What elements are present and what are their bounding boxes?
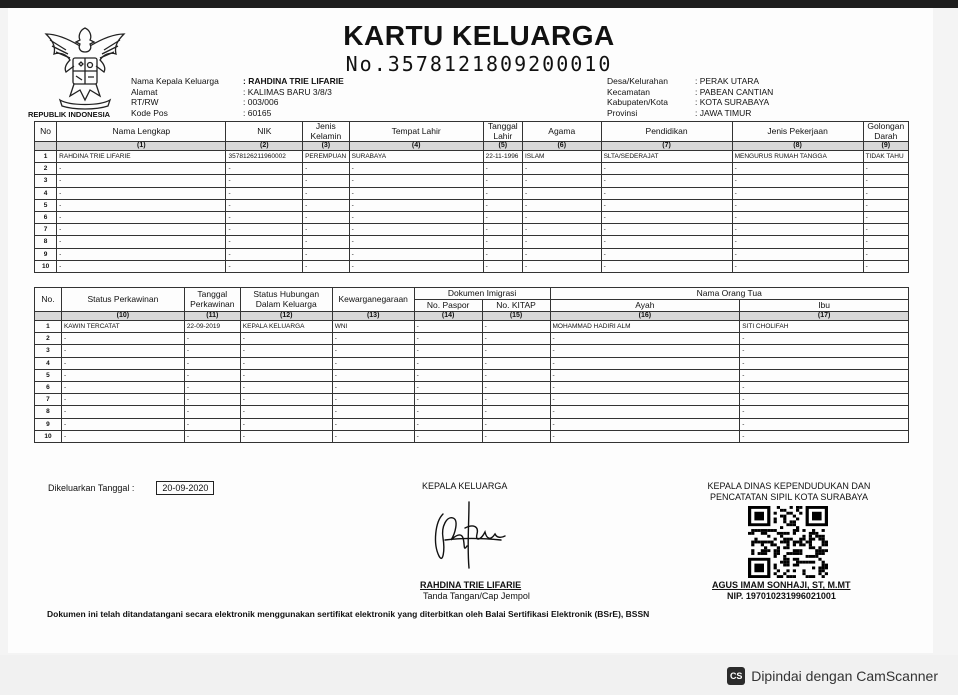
kepala-keluarga-name: RAHDINA TRIE LIFARIE — [420, 580, 522, 590]
col-number: (7) — [601, 142, 732, 151]
info-value: : PABEAN CANTIAN — [695, 86, 774, 97]
table-cell: KEPALA KELUARGA — [240, 321, 332, 333]
table-cell: - — [740, 369, 909, 381]
scanner-footer — [0, 655, 958, 695]
col-header: Nama Lengkap — [57, 122, 226, 142]
table-cell: - — [414, 418, 482, 430]
table-cell: - — [483, 260, 522, 272]
col-header: Golongan Darah — [863, 122, 908, 142]
col-number: (5) — [483, 142, 522, 151]
table-cell: - — [226, 211, 303, 223]
table-row — [35, 381, 909, 393]
table-cell: MOHAMMAD HADIRI ALM — [550, 321, 740, 333]
row-number: 4 — [35, 187, 57, 199]
table-cell: - — [303, 187, 350, 199]
table-cell: - — [57, 163, 226, 175]
table-cell: - — [522, 175, 601, 187]
info-label: Provinsi — [607, 107, 638, 118]
table-cell: - — [483, 199, 522, 211]
table-cell: - — [482, 369, 550, 381]
document-title: KARTU KELUARGA — [343, 20, 615, 51]
col-number: (2) — [226, 142, 303, 151]
table-cell: - — [240, 369, 332, 381]
table-cell: 22-09-2019 — [184, 321, 240, 333]
table-row — [35, 236, 909, 248]
table-cell: - — [601, 199, 732, 211]
info-label: Kecamatan — [607, 86, 650, 97]
table-cell: - — [332, 418, 414, 430]
document-number: No.3578121809200010 — [345, 52, 613, 76]
table-cell: - — [240, 406, 332, 418]
table-cell: - — [332, 369, 414, 381]
table-cell: - — [483, 236, 522, 248]
table-cell: - — [226, 163, 303, 175]
col-header: No. Paspor — [414, 300, 482, 312]
table-cell: - — [732, 211, 863, 223]
table-cell: - — [61, 418, 184, 430]
col-number: (3) — [303, 142, 350, 151]
table-cell: - — [349, 199, 483, 211]
table-cell: - — [240, 345, 332, 357]
table-cell: - — [61, 381, 184, 393]
row-number: 8 — [35, 406, 62, 418]
family-members-table — [34, 121, 909, 273]
info-value: : KOTA SURABAYA — [695, 97, 770, 107]
table-cell: - — [414, 321, 482, 333]
col-header: Tempat Lahir — [349, 122, 483, 142]
table-cell: - — [57, 260, 226, 272]
table-row — [35, 260, 909, 272]
table-cell: TIDAK TAHU — [863, 151, 908, 163]
table-cell: - — [483, 163, 522, 175]
table-cell: - — [61, 394, 184, 406]
table-cell: - — [414, 406, 482, 418]
table-cell: - — [57, 236, 226, 248]
col-header: Jenis Kelamin — [303, 122, 350, 142]
info-value: : 60165 — [243, 107, 272, 118]
col-header: Dokumen Imigrasi — [414, 288, 550, 300]
table-cell: SLTA/SEDERAJAT — [601, 151, 732, 163]
emblem-label: REPUBLIK INDONESIA — [28, 110, 111, 119]
table-cell: - — [482, 406, 550, 418]
col-header: Nama Orang Tua — [550, 288, 909, 300]
table-cell: - — [303, 248, 350, 260]
row-number: 7 — [35, 394, 62, 406]
table-cell: - — [303, 236, 350, 248]
table-cell: - — [550, 345, 740, 357]
table-cell: - — [184, 357, 240, 369]
camscanner-label: Dipindai dengan CamScanner — [751, 668, 938, 684]
table-cell: - — [184, 381, 240, 393]
table-cell: - — [332, 394, 414, 406]
table-cell: - — [483, 248, 522, 260]
col-number — [35, 312, 62, 321]
table-cell: - — [226, 187, 303, 199]
table-cell: - — [61, 406, 184, 418]
table-cell: - — [61, 357, 184, 369]
table-cell: - — [61, 333, 184, 345]
row-number: 2 — [35, 333, 62, 345]
table-row — [35, 321, 909, 333]
table-cell: - — [184, 333, 240, 345]
table-cell: - — [414, 381, 482, 393]
table-cell: - — [601, 211, 732, 223]
table-cell: - — [240, 430, 332, 442]
col-header: No. KITAP — [482, 300, 550, 312]
table-cell: 3578126211960002 — [226, 151, 303, 163]
dinas-official-nip: NIP. 197010231996021001 — [727, 591, 836, 601]
table-cell: - — [226, 248, 303, 260]
col-number: (11) — [184, 312, 240, 321]
table-cell: - — [601, 260, 732, 272]
table-row — [35, 369, 909, 381]
col-header: No. — [35, 288, 62, 312]
table-cell: - — [57, 248, 226, 260]
top-border — [0, 0, 958, 8]
table-cell: ISLAM — [522, 151, 601, 163]
table-cell: - — [482, 333, 550, 345]
issued-date: 20-09-2020 — [156, 481, 214, 495]
table-cell: - — [57, 199, 226, 211]
table-cell: - — [414, 394, 482, 406]
info-value: : JAWA TIMUR — [695, 107, 752, 118]
table-cell: - — [550, 430, 740, 442]
info-label: Kode Pos — [131, 107, 168, 118]
camscanner-logo-icon: CS — [727, 667, 745, 685]
table-cell: - — [332, 381, 414, 393]
col-number: (8) — [732, 142, 863, 151]
table-cell: - — [226, 199, 303, 211]
table-cell: - — [550, 369, 740, 381]
row-number: 9 — [35, 418, 62, 430]
col-number: (1) — [57, 142, 226, 151]
table-cell: - — [601, 236, 732, 248]
table-cell: - — [349, 236, 483, 248]
row-number: 5 — [35, 199, 57, 211]
table-cell: - — [740, 345, 909, 357]
table-cell: - — [349, 187, 483, 199]
table-cell: - — [303, 199, 350, 211]
table-cell: - — [522, 187, 601, 199]
table-cell: - — [482, 321, 550, 333]
table-cell: - — [601, 224, 732, 236]
table-row — [35, 357, 909, 369]
table-cell: - — [332, 430, 414, 442]
info-value: : KALIMAS BARU 3/8/3 — [243, 86, 332, 97]
col-header: Ayah — [550, 300, 740, 312]
issued-date-row — [48, 481, 214, 495]
table-cell: - — [414, 333, 482, 345]
info-label: Desa/Kelurahan — [607, 76, 668, 86]
qr-code-icon — [748, 506, 828, 578]
table-cell: - — [522, 163, 601, 175]
col-number: (16) — [550, 312, 740, 321]
header-info-left — [131, 76, 344, 118]
header-info-right — [607, 76, 773, 118]
col-header: Tanggal Lahir — [483, 122, 522, 142]
table-cell: - — [483, 224, 522, 236]
table-cell: - — [226, 260, 303, 272]
table-cell: MENGURUS RUMAH TANGGA — [732, 151, 863, 163]
table-cell: - — [57, 187, 226, 199]
table-cell: - — [349, 163, 483, 175]
col-header: NIK — [226, 122, 303, 142]
table-cell: - — [482, 430, 550, 442]
col-header: Kewarganegaraan — [332, 288, 414, 312]
table-cell: - — [482, 357, 550, 369]
table-cell: - — [61, 369, 184, 381]
table-cell: - — [522, 260, 601, 272]
table-cell: - — [332, 357, 414, 369]
col-number: (12) — [240, 312, 332, 321]
col-number: (14) — [414, 312, 482, 321]
row-number: 1 — [35, 321, 62, 333]
table-row — [35, 418, 909, 430]
table-cell: - — [482, 345, 550, 357]
col-number: (9) — [863, 142, 908, 151]
table-cell: - — [57, 175, 226, 187]
table-cell: - — [522, 199, 601, 211]
table-row — [35, 163, 909, 175]
table-cell: - — [550, 406, 740, 418]
table-row — [35, 175, 909, 187]
table-cell: - — [740, 406, 909, 418]
table-cell: - — [863, 199, 908, 211]
table-row — [35, 430, 909, 442]
table-cell: - — [740, 430, 909, 442]
table-cell: - — [57, 211, 226, 223]
camscanner-badge — [727, 667, 938, 685]
table-cell: SITI CHOLIFAH — [740, 321, 909, 333]
table-cell: - — [732, 224, 863, 236]
table-cell: - — [732, 175, 863, 187]
row-number: 6 — [35, 381, 62, 393]
row-number: 2 — [35, 163, 57, 175]
table-cell: - — [863, 163, 908, 175]
table-cell: - — [184, 345, 240, 357]
table-cell: - — [184, 369, 240, 381]
row-number: 6 — [35, 211, 57, 223]
table-cell: - — [240, 381, 332, 393]
table-row — [35, 406, 909, 418]
table-cell: - — [732, 248, 863, 260]
table-cell: - — [303, 260, 350, 272]
table-cell: - — [482, 418, 550, 430]
table-cell: - — [414, 430, 482, 442]
issued-label: Dikeluarkan Tanggal : — [48, 483, 135, 493]
table-cell: - — [240, 394, 332, 406]
table-cell: - — [863, 248, 908, 260]
table-row — [35, 248, 909, 260]
table-row — [35, 333, 909, 345]
col-header: Jenis Pekerjaan — [732, 122, 863, 142]
table-row — [35, 211, 909, 223]
table-cell: - — [522, 211, 601, 223]
table-cell: - — [240, 333, 332, 345]
info-label: RT/RW — [131, 97, 159, 107]
info-value: : 003/006 — [243, 97, 279, 107]
col-header: Status Perkawinan — [61, 288, 184, 312]
family-status-table — [34, 287, 909, 443]
table-cell: SURABAYA — [349, 151, 483, 163]
table-cell: - — [482, 381, 550, 393]
row-number: 1 — [35, 151, 57, 163]
table-cell: - — [732, 163, 863, 175]
row-number: 9 — [35, 248, 57, 260]
table-cell: - — [601, 163, 732, 175]
table-cell: - — [226, 175, 303, 187]
table-cell: - — [349, 175, 483, 187]
table-cell: - — [349, 224, 483, 236]
table-cell: - — [863, 175, 908, 187]
table-cell: - — [550, 333, 740, 345]
table-cell: - — [522, 224, 601, 236]
table-cell: - — [349, 211, 483, 223]
table-cell: - — [863, 236, 908, 248]
col-number: (15) — [482, 312, 550, 321]
table-cell: - — [240, 357, 332, 369]
info-value: : RAHDINA TRIE LIFARIE — [243, 76, 344, 86]
col-header: Agama — [522, 122, 601, 142]
row-number: 7 — [35, 224, 57, 236]
table-cell: - — [414, 345, 482, 357]
table-cell: - — [550, 357, 740, 369]
table-cell: - — [550, 394, 740, 406]
col-number: (17) — [740, 312, 909, 321]
dinas-official-name: AGUS IMAM SONHAJI, ST, M.MT — [712, 580, 851, 590]
table-cell: - — [303, 224, 350, 236]
table-cell: - — [303, 175, 350, 187]
table-cell: - — [414, 357, 482, 369]
table-cell: - — [740, 357, 909, 369]
signature-caption: Tanda Tangan/Cap Jempol — [423, 591, 530, 601]
table-cell: - — [601, 248, 732, 260]
table-row — [35, 394, 909, 406]
table-cell: - — [550, 381, 740, 393]
table-cell: - — [61, 430, 184, 442]
table-cell: - — [226, 224, 303, 236]
table-cell: - — [732, 199, 863, 211]
row-number: 8 — [35, 236, 57, 248]
table-cell: - — [332, 333, 414, 345]
table-cell: - — [732, 187, 863, 199]
table-cell: - — [332, 406, 414, 418]
table-cell: - — [349, 260, 483, 272]
table-cell: - — [550, 418, 740, 430]
table-cell: PEREMPUAN — [303, 151, 350, 163]
table-cell: KAWIN TERCATAT — [61, 321, 184, 333]
table-cell: - — [483, 175, 522, 187]
table-cell: - — [184, 394, 240, 406]
table-cell: - — [482, 394, 550, 406]
table-row — [35, 224, 909, 236]
dinas-title: KEPALA DINAS KEPENDUDUKAN DAN PENCATATAN SIPIL KOTA SURABAYA — [707, 481, 871, 502]
table-row — [35, 151, 909, 163]
table-cell: - — [740, 333, 909, 345]
table-cell: - — [240, 418, 332, 430]
info-value: : PERAK UTARA — [695, 76, 760, 86]
table-cell: 22-11-1996 — [483, 151, 522, 163]
row-number: 5 — [35, 369, 62, 381]
table-cell: - — [483, 211, 522, 223]
table-cell: - — [740, 381, 909, 393]
table-cell: - — [303, 163, 350, 175]
table-cell: - — [184, 418, 240, 430]
col-number — [35, 142, 57, 151]
row-number: 10 — [35, 260, 57, 272]
row-number: 10 — [35, 430, 62, 442]
col-number: (13) — [332, 312, 414, 321]
info-label: Nama Kepala Keluarga — [131, 76, 219, 86]
kepala-keluarga-title: KEPALA KELUARGA — [422, 481, 508, 491]
table-cell: - — [349, 248, 483, 260]
col-header: No — [35, 122, 57, 142]
table-cell: - — [483, 187, 522, 199]
col-header: Ibu — [740, 300, 909, 312]
table-cell: - — [522, 236, 601, 248]
row-number: 3 — [35, 175, 57, 187]
col-number: (4) — [349, 142, 483, 151]
table-cell: - — [303, 211, 350, 223]
row-number: 4 — [35, 357, 62, 369]
table-cell: - — [863, 211, 908, 223]
info-label: Kabupaten/Kota — [607, 97, 668, 107]
table-cell: - — [863, 224, 908, 236]
table-row — [35, 345, 909, 357]
info-label: Alamat — [131, 86, 158, 97]
signature-icon — [425, 494, 510, 574]
table-cell: - — [61, 345, 184, 357]
table-cell: WNI — [332, 321, 414, 333]
table-cell: - — [863, 260, 908, 272]
col-number: (10) — [61, 312, 184, 321]
electronic-signature-note: Dokumen ini telah ditandatangani secara elektronik menggunakan sertifikat elektronik yang diterbitkan oleh Balai Sertifikasi Elektronik (BSrE), BSSN — [47, 609, 650, 619]
table-cell: - — [601, 175, 732, 187]
table-cell: - — [732, 236, 863, 248]
table-cell: - — [601, 187, 732, 199]
table-cell: - — [740, 418, 909, 430]
table-cell: - — [414, 369, 482, 381]
table-row — [35, 199, 909, 211]
table-cell: - — [184, 430, 240, 442]
table-row — [35, 187, 909, 199]
col-header: Pendidikan — [601, 122, 732, 142]
table-cell: - — [184, 406, 240, 418]
table-cell: - — [332, 345, 414, 357]
table-cell: - — [740, 394, 909, 406]
col-header: Status Hubungan Dalam Keluarga — [240, 288, 332, 312]
table-cell: - — [57, 224, 226, 236]
table-cell: RAHDINA TRIE LIFARIE — [57, 151, 226, 163]
table-cell: - — [522, 248, 601, 260]
table-cell: - — [226, 236, 303, 248]
table-cell: - — [732, 260, 863, 272]
table-cell: - — [863, 187, 908, 199]
row-number: 3 — [35, 345, 62, 357]
col-header: Tanggal Perkawinan — [184, 288, 240, 312]
col-number: (6) — [522, 142, 601, 151]
